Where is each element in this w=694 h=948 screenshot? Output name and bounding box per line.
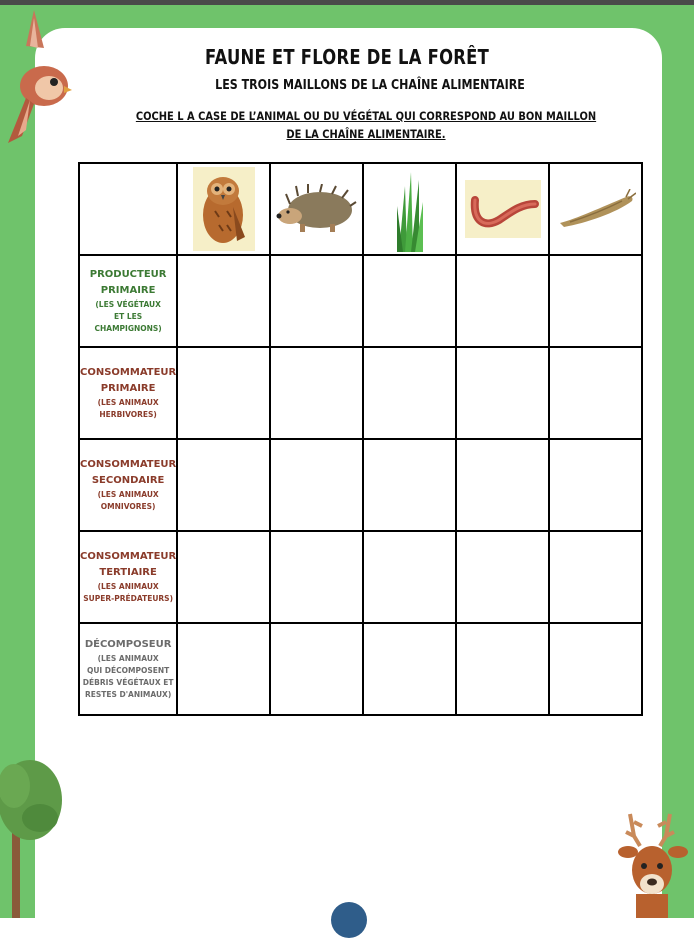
deer-icon <box>616 812 694 918</box>
row-subtitle-line: (LES ANIMAUX <box>97 582 159 591</box>
table-row <box>79 439 642 531</box>
logo-badge <box>331 902 367 938</box>
instruction-text: COCHE L A CASE DE L’ANIMAL OU DU VÉGÉTAL QUI CORRESPOND AU BON MAILLON DE LA CHAÎNE ALIMENTAIRE. <box>135 109 597 141</box>
hedgehog-icon <box>276 184 358 234</box>
checkbox-cell[interactable] <box>270 255 363 347</box>
checkbox-cell[interactable] <box>456 347 549 439</box>
checkbox-cell[interactable] <box>549 347 642 439</box>
tree-icon <box>0 748 64 918</box>
checkbox-cell[interactable] <box>456 439 549 531</box>
checkbox-cell[interactable] <box>270 531 363 623</box>
checkbox-cell[interactable] <box>456 255 549 347</box>
earthworm-icon <box>465 180 541 238</box>
owl-icon <box>193 167 255 251</box>
grass-icon <box>395 166 425 252</box>
row-label-consommateur-secondaire <box>79 439 177 531</box>
column-earthworm <box>456 163 549 255</box>
row-label-consommateur-tertiaire <box>79 531 177 623</box>
column-grass <box>363 163 456 255</box>
checkbox-cell[interactable] <box>177 347 270 439</box>
row-subtitle-line: (LES ANIMAUX <box>97 654 159 663</box>
row-title-line: CONSOMMATEUR <box>80 367 177 378</box>
checkbox-cell[interactable] <box>549 439 642 531</box>
checkbox-cell[interactable] <box>549 255 642 347</box>
column-owl <box>177 163 270 255</box>
row-title-line: DÉCOMPOSEUR <box>84 639 172 650</box>
column-hedgehog <box>270 163 363 255</box>
checkbox-cell[interactable] <box>363 347 456 439</box>
row-title-line: CONSOMMATEUR <box>80 551 177 562</box>
checkbox-cell[interactable] <box>549 623 642 715</box>
checkbox-cell[interactable] <box>177 623 270 715</box>
row-subtitle-line: DÉBRIS VÉGÉTAUX ET <box>82 678 174 687</box>
row-subtitle-line: QUI DÉCOMPOSENT <box>86 666 170 675</box>
table-row <box>79 255 642 347</box>
food-chain-table <box>78 162 643 716</box>
row-subtitle-line: SUPER-PRÉDATEURS) <box>83 594 174 603</box>
corner-cell <box>79 163 177 255</box>
row-title-line: CONSOMMATEUR <box>80 459 177 470</box>
checkbox-cell[interactable] <box>363 439 456 531</box>
row-title-line: PRIMAIRE <box>100 285 156 296</box>
checkbox-cell[interactable] <box>456 531 549 623</box>
row-subtitle-line: (LES ANIMAUX <box>97 398 159 407</box>
bird-icon <box>4 8 74 148</box>
checkbox-cell[interactable] <box>177 439 270 531</box>
checkbox-cell[interactable] <box>549 531 642 623</box>
row-title-line: PRIMAIRE <box>100 383 156 394</box>
column-slug <box>549 163 642 255</box>
row-subtitle-line: (LES VÉGÉTAUX <box>95 300 161 309</box>
row-subtitle-line: (LES ANIMAUX <box>97 490 159 499</box>
row-label-decomposeur <box>79 623 177 715</box>
header-row <box>79 163 642 255</box>
checkbox-cell[interactable] <box>270 347 363 439</box>
row-label-producteur-primaire <box>79 255 177 347</box>
table-row <box>79 347 642 439</box>
table-row <box>79 623 642 715</box>
row-label-consommateur-primaire <box>79 347 177 439</box>
row-title-line: SECONDAIRE <box>91 475 165 486</box>
checkbox-cell[interactable] <box>363 255 456 347</box>
page-subtitle: LES TROIS MAILLONS DE LA CHAÎNE ALIMENTAIRE <box>215 77 525 93</box>
row-title-line: TERTIAIRE <box>99 567 157 578</box>
row-subtitle-line: OMNIVORES) <box>100 502 156 511</box>
slug-icon <box>556 189 636 229</box>
checkbox-cell[interactable] <box>177 531 270 623</box>
row-title-line: PRODUCTEUR <box>89 269 167 280</box>
checkbox-cell[interactable] <box>177 255 270 347</box>
checkbox-cell[interactable] <box>456 623 549 715</box>
table-row <box>79 531 642 623</box>
page-title: FAUNE ET FLORE DE LA FORÊT <box>204 45 490 69</box>
row-subtitle-line: ET LES CHAMPIGNONS) <box>94 312 162 333</box>
checkbox-cell[interactable] <box>363 531 456 623</box>
checkbox-cell[interactable] <box>270 623 363 715</box>
row-subtitle-line: RESTES D'ANIMAUX) <box>84 690 172 699</box>
checkbox-cell[interactable] <box>363 623 456 715</box>
row-subtitle-line: HERBIVORES) <box>99 410 157 419</box>
checkbox-cell[interactable] <box>270 439 363 531</box>
